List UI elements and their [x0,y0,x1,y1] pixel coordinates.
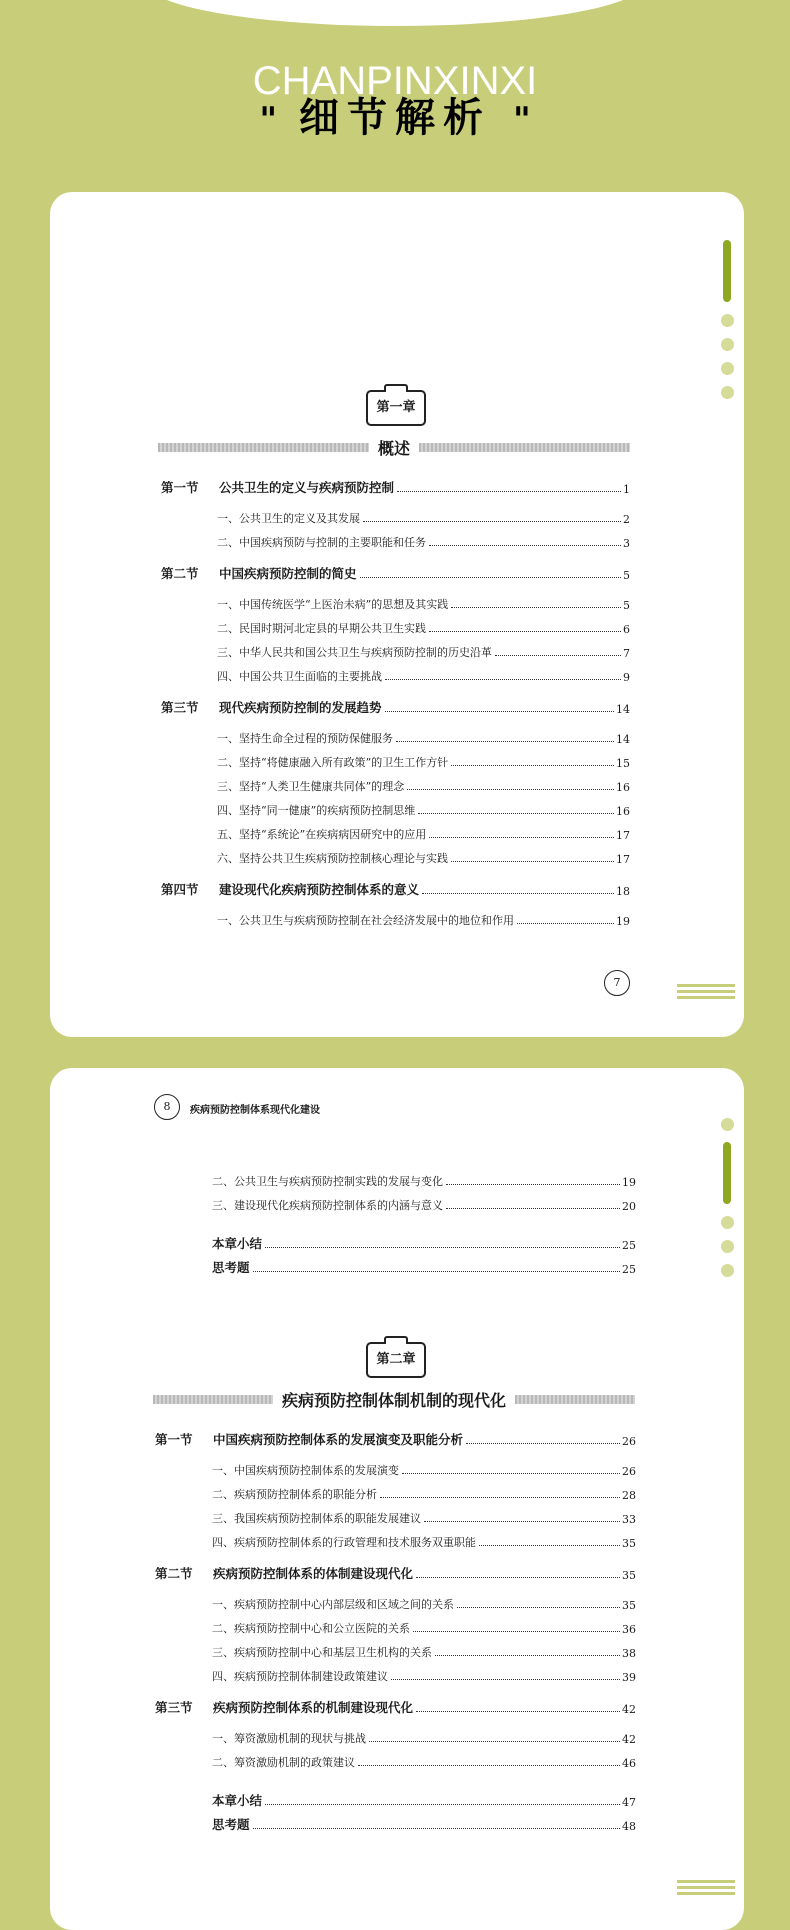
toc-item-row [212,1532,636,1550]
scroll-indicator [720,1118,734,1288]
toc-entry-title: 二、坚持“将健康融入所有政策”的卫生工作方针 [217,756,449,769]
toc-entry-title: 一、疾病预防控制中心内部层级和区域之间的关系 [212,1598,454,1611]
toc-item-row [217,728,630,746]
dot-leader [422,893,614,894]
toc-entry-title: 思考题 [212,1260,250,1275]
toc-entry-title: 一、坚持生命全过程的预防保健服务 [217,732,393,745]
toc-page-number: 35 [622,1569,636,1582]
toc-item-row [217,752,630,770]
toc-item-row [212,1666,636,1684]
toc-page-number: 19 [616,915,630,928]
toc-entry-title: 六、坚持公共卫生疾病预防控制核心理论与实践 [217,852,448,865]
chapter-badge: 第一章 [366,390,426,426]
toc-page-number: 28 [622,1489,636,1502]
chapter-badge: 第二章 [366,1342,426,1378]
toc-entry-title: 四、疾病预防控制体制建设政策建议 [212,1670,388,1683]
dot-leader [407,789,614,790]
toc-entry-title: 二、疾病预防控制中心和公立医院的关系 [212,1622,410,1635]
dot-leader [418,813,614,814]
dot-leader [451,765,614,766]
dot-leader [451,861,614,862]
indicator-dot [721,362,734,375]
toc-page-number: 42 [622,1733,636,1746]
toc-page-number: 33 [622,1513,636,1526]
toc-entry-title: 中国疾病预防控制的简史 [219,566,357,581]
dot-leader [369,1741,620,1742]
toc-entry-title: 三、中华人民共和国公共卫生与疾病预防控制的历史沿革 [217,646,492,659]
toc-section-row [161,880,630,898]
header-title-text: 细节解析 [299,95,491,141]
toc-section-row [155,1564,636,1582]
dot-leader [391,1679,620,1680]
toc-entry-title: 四、中国公共卫生面临的主要挑战 [217,670,382,683]
chapter-title: 疾病预防控制体制机制的现代化 [282,1390,507,1410]
dot-leader [413,1631,620,1632]
toc-item-row [212,1460,636,1478]
toc-page-number: 25 [622,1239,636,1252]
toc-page-number: 3 [623,537,630,550]
dot-leader [402,1473,620,1474]
toc-entry-title: 四、疾病预防控制体系的行政管理和技术服务双重职能 [212,1536,476,1549]
dot-leader [253,1271,620,1272]
chapter-title: 概述 [378,438,411,458]
toc-entry-title: 三、建设现代化疾病预防控制体系的内涵与意义 [212,1199,443,1212]
toc-summary-row [212,1234,636,1252]
toc-entry-title: 一、筹资激励机制的现状与挑战 [212,1732,366,1745]
section-label: 第一节 [155,1432,193,1447]
dot-leader [380,1497,620,1498]
dot-leader [360,577,621,578]
dot-leader [429,837,614,838]
toc-item-row [212,1618,636,1636]
toc-page-number: 17 [616,829,630,842]
toc-page-number: 36 [622,1623,636,1636]
toc-page-number: 26 [622,1465,636,1478]
chapter-title-bar [153,1388,635,1410]
toc-entry-title: 二、中国疾病预防与控制的主要职能和任务 [217,536,426,549]
dot-leader [446,1184,620,1185]
dot-leader [265,1247,620,1248]
toc-page-number: 14 [616,703,630,716]
toc-entry-title: 二、民国时期河北定县的早期公共卫生实践 [217,622,426,635]
toc-entry-title: 疾病预防控制体系的体制建设现代化 [213,1566,414,1581]
page-number-badge: 7 [604,970,630,996]
toc-page-number: 42 [622,1703,636,1716]
toc-item-row [212,1752,636,1770]
toc-page-number: 35 [622,1537,636,1550]
indicator-dot [721,386,734,399]
toc-page-number: 7 [623,647,630,660]
toc-entry-title: 三、坚持“人类卫生健康共同体”的理念 [217,780,405,793]
dot-leader [479,1545,620,1546]
dot-leader [424,1521,620,1522]
dot-leader [429,545,621,546]
toc-page-8 [50,1068,744,1930]
toc-item-row [217,594,630,612]
dot-leader [446,1208,620,1209]
toc-entry-title: 一、中国传统医学“上医治未病”的思想及其实践 [217,598,449,611]
toc-item-row [212,1642,636,1660]
toc-item-row [212,1728,636,1746]
toc-section-row [161,478,630,496]
toc-item-row [217,824,630,842]
dot-leader [466,1443,620,1444]
toc-item-row [217,848,630,866]
section-label: 第一节 [161,480,199,495]
toc-page-number: 16 [616,781,630,794]
toc-item-row [212,1508,636,1526]
indicator-dot [721,314,734,327]
scroll-indicator [720,240,734,410]
toc-item-row [217,910,630,928]
section-label: 第二节 [155,1566,193,1581]
toc-entry-title: 一、中国疾病预防控制体系的发展演变 [212,1464,399,1477]
dot-leader [435,1655,620,1656]
toc-item-row [212,1594,636,1612]
indicator-dot [721,338,734,351]
toc-page-number: 5 [623,599,630,612]
toc-summary-row [212,1258,636,1276]
toc-entry-title: 一、公共卫生与疾病预防控制在社会经济发展中的地位和作用 [217,914,514,927]
toc-entry-title: 公共卫生的定义与疾病预防控制 [219,480,395,495]
toc-entry-title: 中国疾病预防控制体系的发展演变及职能分析 [213,1432,464,1447]
toc-page-number: 48 [622,1820,636,1833]
toc-page-number: 2 [623,513,630,526]
toc-page-number: 1 [623,483,630,496]
toc-item-row [217,642,630,660]
page-number-badge: 8 [154,1094,180,1120]
dot-leader [358,1765,620,1766]
dot-leader [495,655,621,656]
toc-item-row [212,1195,636,1213]
toc-entry-title: 三、我国疾病预防控制体系的职能发展建议 [212,1512,421,1525]
toc-page-number: 35 [622,1599,636,1612]
dot-leader [517,923,614,924]
dot-leader [363,521,621,522]
toc-page-number: 39 [622,1671,636,1684]
top-arc-decoration [145,0,645,26]
toc-page-number: 18 [616,885,630,898]
section-label: 第三节 [155,1700,193,1715]
toc-entry-title: 思考题 [212,1817,250,1832]
section-label: 第二节 [161,566,199,581]
toc-summary-row [212,1815,636,1833]
toc-entry-title: 三、疾病预防控制中心和基层卫生机构的关系 [212,1646,432,1659]
toc-page-7 [50,192,744,1037]
section-label: 第四节 [161,882,199,897]
dot-leader [429,631,621,632]
toc-page-number: 6 [623,623,630,636]
toc-entry-title: 二、筹资激励机制的政策建议 [212,1756,355,1769]
toc-section-row [161,698,630,716]
toc-entry-title: 本章小结 [212,1236,263,1251]
running-head: 疾病预防控制体系现代化建设 [190,1105,320,1116]
toc-page-number: 26 [622,1435,636,1448]
toc-entry-title: 本章小结 [212,1793,263,1808]
section-label: 第三节 [161,700,199,715]
toc-page-number: 14 [616,733,630,746]
toc-page-number: 46 [622,1757,636,1770]
dot-leader [457,1607,620,1608]
toc-entry-title: 疾病预防控制体系的机制建设现代化 [213,1700,414,1715]
dot-leader [451,607,621,608]
toc-summary-row [212,1791,636,1809]
indicator-active-bar [723,1142,731,1204]
toc-section-row [155,1698,636,1716]
dot-leader [397,491,621,492]
dot-leader [385,711,614,712]
page-header [0,58,790,146]
toc-item-row [212,1484,636,1502]
toc-section-row [161,564,630,582]
toc-page-number: 47 [622,1796,636,1809]
indicator-dot [721,1118,734,1131]
quote-close-mark: " [512,100,531,140]
toc-page-number: 17 [616,853,630,866]
toc-item-row [217,618,630,636]
chapter-title-bar [158,436,630,458]
indicator-dot [721,1264,734,1277]
toc-entry-title: 现代疾病预防控制的发展趋势 [219,700,382,715]
toc-page-number: 15 [616,757,630,770]
toc-entry-title: 四、坚持“同一健康”的疾病预防控制思维 [217,804,416,817]
dot-leader [416,1577,620,1578]
toc-entry-title: 二、公共卫生与疾病预防控制实践的发展与变化 [212,1175,443,1188]
stripe-decoration [677,1880,735,1898]
quote-open-mark: " [259,100,278,140]
toc-page-number: 20 [622,1200,636,1213]
dot-leader [253,1828,620,1829]
dot-leader [265,1804,620,1805]
indicator-dot [721,1216,734,1229]
stripe-decoration [677,984,735,1002]
indicator-active-bar [723,240,731,302]
toc-page-number: 9 [623,671,630,684]
toc-entry-title: 建设现代化疾病预防控制体系的意义 [219,882,420,897]
toc-entry-title: 一、公共卫生的定义及其发展 [217,512,360,525]
toc-page-number: 19 [622,1176,636,1189]
toc-entry-title: 二、疾病预防控制体系的职能分析 [212,1488,377,1501]
toc-page-number: 38 [622,1647,636,1660]
toc-item-row [217,666,630,684]
toc-item-row [212,1171,636,1189]
dot-leader [416,1711,620,1712]
toc-item-row [217,508,630,526]
toc-section-row [155,1430,636,1448]
toc-page-number: 16 [616,805,630,818]
dot-leader [385,679,621,680]
indicator-dot [721,1240,734,1253]
header-english-title: CHANPINXINXI [252,59,538,103]
header-chinese-title [0,92,790,146]
toc-item-row [217,800,630,818]
dot-leader [396,741,614,742]
toc-page-number: 25 [622,1263,636,1276]
toc-entry-title: 五、坚持“系统论”在疾病病因研究中的应用 [217,828,427,841]
toc-page-number: 5 [623,569,630,582]
toc-item-row [217,532,630,550]
toc-item-row [217,776,630,794]
